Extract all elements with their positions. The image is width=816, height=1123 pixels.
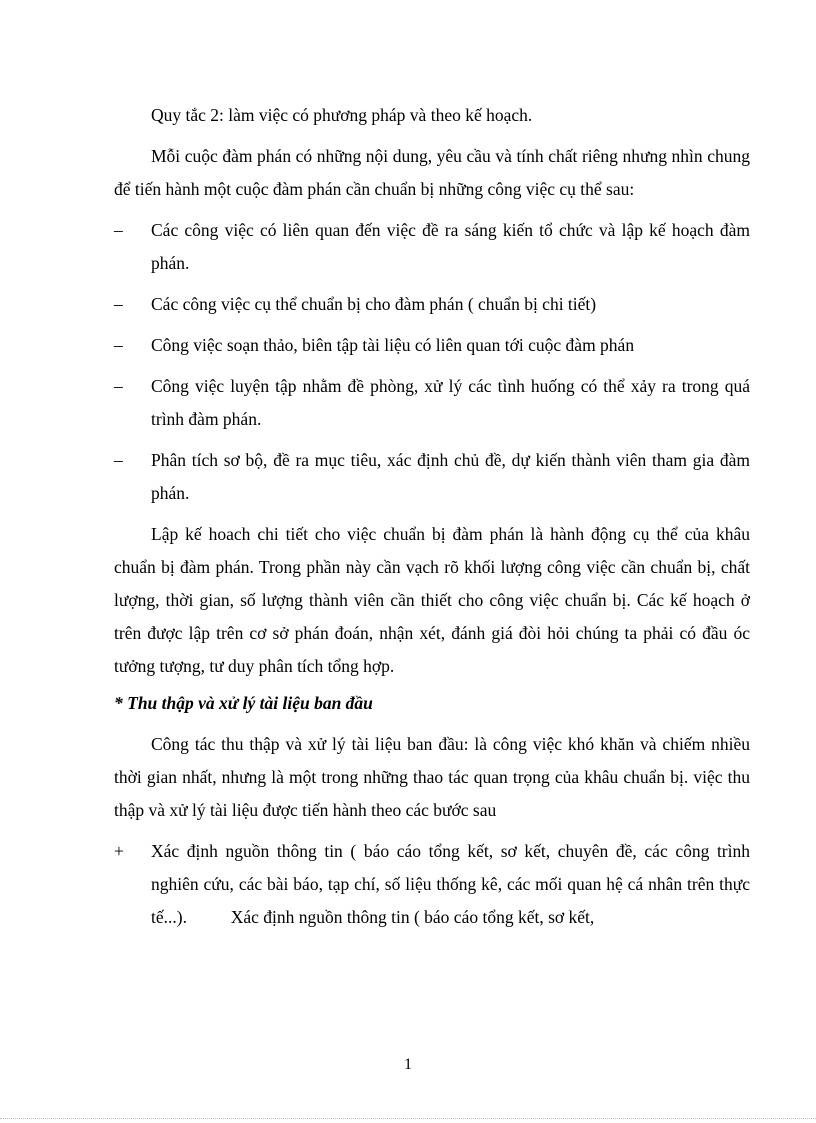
list-item-text: Công việc soạn thảo, biên tập tài liệu có liên quan tới cuộc đàm phán [151,335,635,355]
list-item [114,370,750,436]
list-item [114,288,750,321]
dash-marker: – [114,294,123,314]
page-footer-divider [0,1118,816,1119]
list-item [114,329,750,362]
plus-marker: + [114,841,124,861]
document-body [114,99,755,934]
list-item-text: Công việc luyện tập nhằm đề phòng, xử lý các tình huống có thể xảy ra trong quá trình đàm phán. [151,376,750,429]
dash-marker: – [114,335,123,355]
list-item [114,444,750,510]
paragraph-rule-2: Quy tắc 2: làm việc có phương pháp và theo kế hoạch. [151,105,533,125]
list-item-text: Phân tích sơ bộ, đề ra mục tiêu, xác định chủ đề, dự kiến thành viên tham gia đàm phán. [151,450,750,503]
page-number: 1 [404,1056,412,1073]
plus-list-item [114,835,755,934]
list-item-text: Các công việc có liên quan đến việc đề ra sáng kiến tổ chức và lập kế hoạch đàm phán. [151,220,750,273]
dash-marker: – [114,376,123,396]
paragraph-intro: Mỗi cuộc đàm phán có những nội dung, yêu cầu và tính chất riêng nhưng nhìn chung để tiến hành một cuộc đàm phán cần chuẩn bị những công việc cụ thể sau: [114,146,750,199]
dash-marker: – [114,220,123,240]
section-heading: * Thu thập và xử lý tài liệu ban đầu [114,693,373,713]
list-item [114,214,750,280]
plus-list-item-text: Xác định nguồn thông tin ( báo cáo tổng kết, sơ kết, chuyên đề, các công trình nghiên cứu, các bài báo, tạp chí, số liệu thống kê, các mối quan hệ cá nhân trên thực tế...). Xác định nguồn thông tin ( báo cáo tổng kết, sơ kết, [151,841,755,927]
dash-marker: – [114,450,123,470]
paragraph-plan-detail: Lập kế hoach chi tiết cho việc chuẩn bị đàm phán là hành động cụ thể của khâu chuẩn bị đàm phán. Trong phần này cần vạch rõ khối lượng công việc cần chuẩn bị, chất lượng, thời gian, số lượng thành viên cần thiết cho công việc chuẩn bị. Các kế hoạch ở trên được lập trên cơ sở phán đoán, nhận xét, đánh giá đòi hỏi chúng ta phải có đầu óc tưởng tượng, tư duy phân tích tổng hợp. [114,524,750,676]
paragraph-collect-intro: Công tác thu thập và xử lý tài liệu ban đầu: là công việc khó khăn và chiếm nhiều thời gian nhất, nhưng là một trong những thao tác quan trọng của khâu chuẩn bị. việc thu thập và xử lý tài liệu được tiến hành theo các bước sau [114,734,750,820]
list-item-text: Các công việc cụ thể chuẩn bị cho đàm phán ( chuẩn bị chi tiết) [151,294,597,314]
